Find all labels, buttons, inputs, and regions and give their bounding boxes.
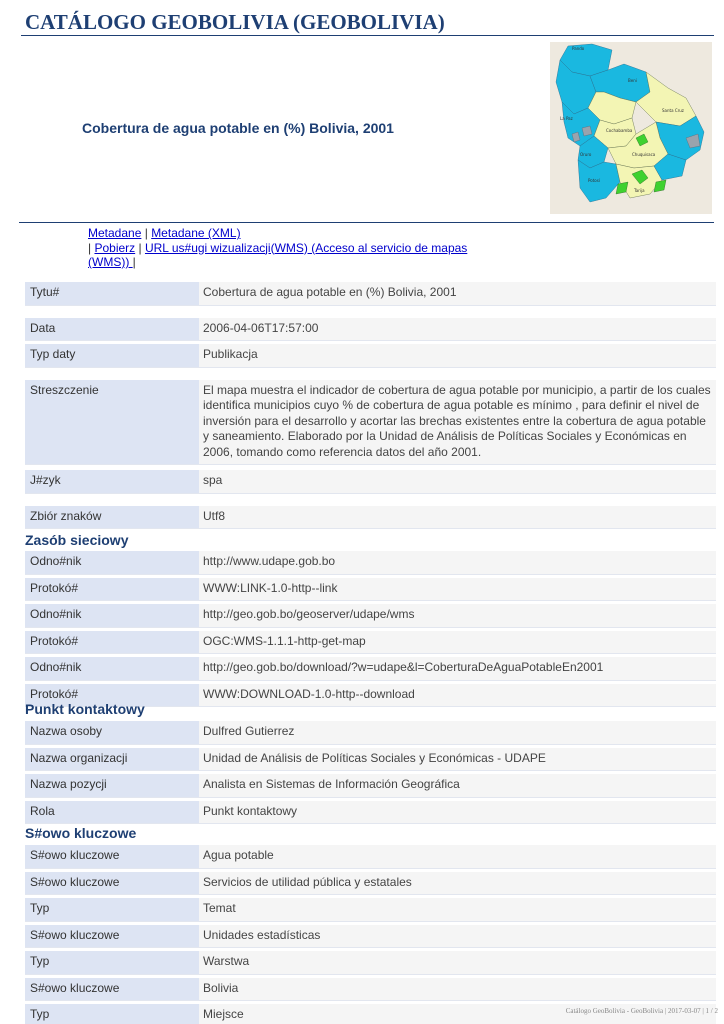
table-row — [25, 631, 716, 655]
table-row — [25, 506, 716, 530]
link-separator: | — [88, 240, 92, 255]
table-row — [25, 774, 716, 798]
section-heading-network: Zasób sieciowy — [25, 532, 129, 548]
field-value: Agua potable — [199, 845, 716, 869]
map-label-oruro: Oruro — [580, 152, 592, 157]
field-label: Protokó# — [25, 684, 199, 708]
field-label: Nazwa pozycji — [25, 774, 199, 798]
field-value: Utf8 — [199, 506, 716, 530]
url-value: http://geo.gob.bo/download/?w=udape&l=CoberturaDeAguaPotableEn2001 — [199, 657, 716, 681]
pobierz-link[interactable]: Pobierz — [94, 240, 136, 255]
table-row — [25, 801, 716, 825]
table-row — [25, 282, 716, 306]
header-divider — [19, 222, 714, 223]
field-label: Typ — [25, 898, 199, 922]
field-label: Odno#nik — [25, 551, 199, 575]
link-separator: | — [144, 226, 148, 240]
field-label: S#owo kluczowe — [25, 845, 199, 869]
section-heading-contact: Punkt kontaktowy — [25, 701, 145, 717]
table-row — [25, 748, 716, 772]
map-label-cochabamba: Cochabamba — [606, 128, 633, 133]
field-value: Punkt kontaktowy — [199, 801, 716, 825]
field-label: Typ — [25, 1004, 199, 1024]
field-value: spa — [199, 470, 716, 494]
protocol-value: WWW:LINK-1.0-http--link — [199, 578, 716, 602]
table-row — [25, 898, 716, 922]
field-value: Analista en Sistemas de Información Geográfica — [199, 774, 716, 798]
field-label: Data — [25, 318, 199, 342]
map-label-beni: Beni — [628, 78, 637, 83]
table-row — [25, 845, 716, 869]
field-label: Streszczenie — [25, 380, 199, 466]
table-row — [25, 978, 716, 1002]
table-row — [25, 470, 716, 494]
field-label: Protokó# — [25, 631, 199, 655]
table-row — [25, 380, 716, 466]
field-value: El mapa muestra el indicador de cobertura de agua potable por municipio, a partir de los cuales identifica municipios cuyo % de cobertura de agua potable es mínimo , para definir el nivel de inversión para el desarrollo y acortar las brechas existentes entre la cobertura de agua potable y saneamiento. Elaborado por la Unidad de Análisis de Políticas Sociales y Económicas en 2006, tomando como referencia datos del año 2001. — [199, 380, 716, 466]
url-value: http://geo.gob.bo/geoserver/udape/wms — [199, 604, 716, 628]
map-label-santa-cruz: Santa Cruz — [662, 108, 684, 113]
field-label: Protokó# — [25, 578, 199, 602]
table-row — [25, 551, 716, 575]
table-row — [25, 604, 716, 628]
field-label: Nazwa osoby — [25, 721, 199, 745]
field-value: Warstwa — [199, 951, 716, 975]
links-bar — [88, 226, 488, 270]
language-table — [25, 467, 716, 532]
field-value: Servicios de utilidad pública y estatales — [199, 872, 716, 896]
field-value: Temat — [199, 898, 716, 922]
link-separator: | — [138, 240, 142, 255]
map-region-gray-2 — [582, 126, 592, 136]
field-label: S#owo kluczowe — [25, 925, 199, 949]
map-label-chuquisaca: Chuquisaca — [632, 152, 656, 157]
map-label-la-paz: La Paz — [560, 116, 573, 121]
table-row — [25, 657, 716, 681]
field-label: Typ daty — [25, 344, 199, 368]
map-label-pando: Pando — [572, 46, 585, 51]
field-value: Unidad de Análisis de Políticas Sociales y Económicas - UDAPE — [199, 748, 716, 772]
table-row — [25, 872, 716, 896]
wms-link[interactable]: URL us#ugi wizualizacji(WMS) (Acceso al servicio de mapas (WMS)) — [88, 240, 468, 269]
field-label: S#owo kluczowe — [25, 872, 199, 896]
page-title: CATÁLOGO GEOBOLIVIA (GEOBOLIVIA) — [25, 10, 445, 34]
field-label: S#owo kluczowe — [25, 978, 199, 1002]
document-heading: Cobertura de agua potable en (%) Bolivia, 2001 — [82, 120, 394, 136]
field-label: J#zyk — [25, 470, 199, 494]
page-footer: Catálogo GeoBolivia - GeoBolivia | 2017-03-07 | 1 / 2 — [565, 1007, 718, 1015]
map-label-potosi: Potosí — [588, 178, 600, 183]
field-label: Typ — [25, 951, 199, 975]
field-label: Tytu# — [25, 282, 199, 306]
network-table — [25, 548, 716, 710]
table-row — [25, 344, 716, 368]
field-value: Bolivia — [199, 978, 716, 1002]
metadane-xml-link[interactable]: Metadane (XML) — [151, 226, 241, 240]
table-row — [25, 578, 716, 602]
table-row — [25, 951, 716, 975]
map-thumbnail — [550, 42, 712, 214]
title-divider — [21, 35, 714, 36]
section-heading-keywords: S#owo kluczowe — [25, 825, 137, 841]
table-row — [25, 721, 716, 745]
field-value: Dulfred Gutierrez — [199, 721, 716, 745]
keywords-table — [25, 842, 716, 1024]
table-row — [25, 925, 716, 949]
field-label: Odno#nik — [25, 657, 199, 681]
info-table — [25, 279, 716, 468]
field-value: Unidades estadísticas — [199, 925, 716, 949]
field-value: Publikacja — [199, 344, 716, 368]
field-label: Rola — [25, 801, 199, 825]
field-value: Cobertura de agua potable en (%) Bolivia, 2001 — [199, 282, 716, 306]
field-label: Odno#nik — [25, 604, 199, 628]
metadane-link[interactable]: Metadane — [88, 226, 142, 240]
table-row — [25, 318, 716, 342]
map-label-tarija: Tarija — [634, 188, 645, 193]
link-separator: | — [132, 255, 136, 269]
field-value: Miejsce — [199, 1004, 716, 1024]
protocol-value: WWW:DOWNLOAD-1.0-http--download — [199, 684, 716, 708]
url-value: http://www.udape.gob.bo — [199, 551, 716, 575]
field-label: Zbiór znaków — [25, 506, 199, 530]
field-value: 2006-04-06T17:57:00 — [199, 318, 716, 342]
protocol-value: OGC:WMS-1.1.1-http-get-map — [199, 631, 716, 655]
contact-table — [25, 718, 716, 827]
field-label: Nazwa organizacji — [25, 748, 199, 772]
